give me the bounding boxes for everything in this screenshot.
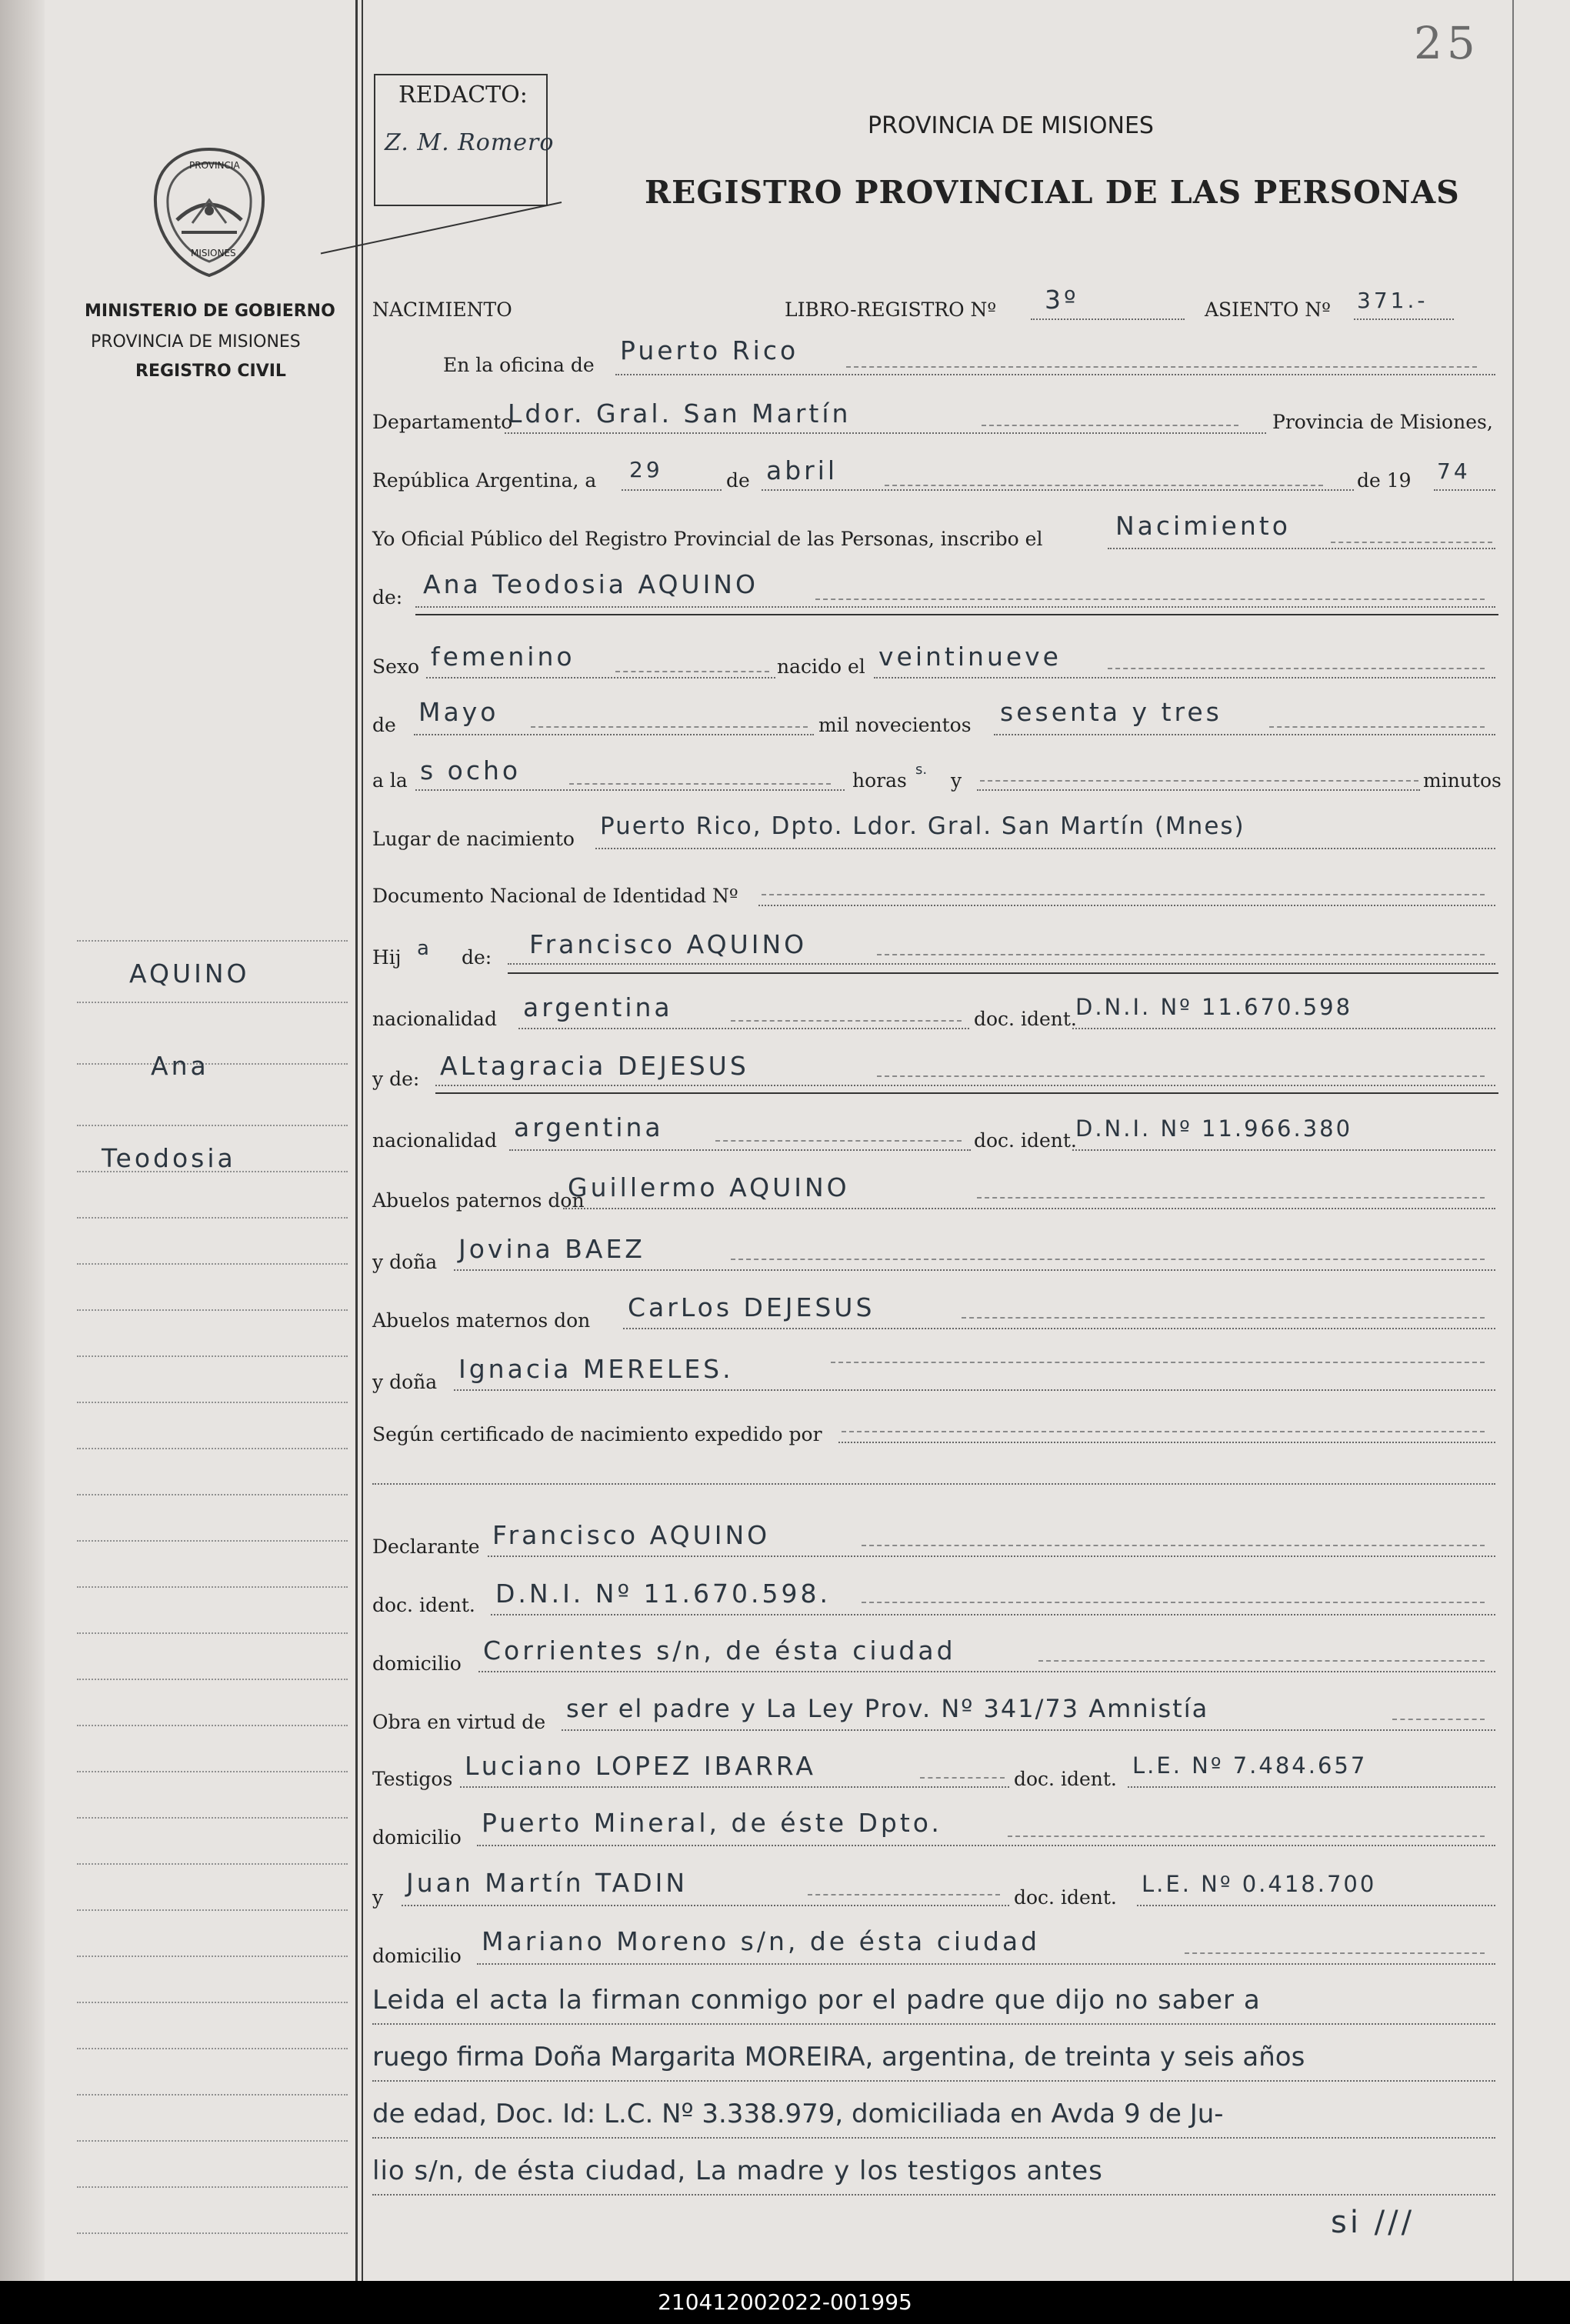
republica-label: República Argentina, a <box>372 469 597 492</box>
oficina-label: En la oficina de <box>443 354 595 376</box>
testigo2-domicilio-label: domicilio <box>372 1945 462 1967</box>
anio-value: 74 <box>1437 458 1471 484</box>
binding-shadow <box>0 0 45 2281</box>
sexo-value: femenino <box>431 642 575 672</box>
abuela-materna-value: Ignacia MERELES. <box>458 1354 734 1384</box>
madre-doc-value: D.N.I. Nº 11.966.380 <box>1075 1115 1353 1142</box>
yde-label: y de: <box>372 1068 420 1090</box>
margin-first-name: Ana <box>151 1051 209 1081</box>
hora-value: s ocho <box>420 755 522 785</box>
lugar-value: Puerto Rico, Dpto. Ldor. Gral. San Martín (Mnes) <box>600 812 1245 840</box>
y2-label: y <box>372 1886 384 1909</box>
padre-docident-label: doc. ident. <box>974 1008 1077 1030</box>
note-line-4: lio s/n, de ésta ciudad, La madre y los testigos antes <box>372 2156 1103 2186</box>
asiento-label: ASIENTO Nº <box>1205 298 1331 321</box>
documento-label: Documento Nacional de Identidad Nº <box>372 885 738 907</box>
hij-label: Hij <box>372 946 402 969</box>
note-line-2: ruego firma Doña Margarita MOREIRA, argentina, de treinta y seis años <box>372 2042 1305 2072</box>
page-number: 25 <box>1414 17 1480 69</box>
nacido-label: nacido el <box>777 655 865 678</box>
seal-top-text: PROVINCIA <box>189 160 240 171</box>
right-rule <box>1512 0 1514 2281</box>
horas-suffix: s. <box>915 762 928 778</box>
de-name-label: de: <box>372 586 403 609</box>
ministry-line-3: REGISTRO CIVIL <box>135 362 286 381</box>
abuela-paterna-value: Jovina BAEZ <box>458 1234 645 1264</box>
sexo-label: Sexo <box>372 655 420 678</box>
header-registry: REGISTRO PROVINCIAL DE LAS PERSONAS <box>645 174 1460 211</box>
obra-label: Obra en virtud de <box>372 1711 546 1733</box>
nacido-value: veintinueve <box>878 642 1062 672</box>
padre-value: Francisco AQUINO <box>529 929 808 959</box>
note-line-3: de edad, Doc. Id: L.C. Nº 3.338.979, domiciliada en Avda 9 de Ju- <box>372 2099 1224 2129</box>
lugar-label: Lugar de nacimiento <box>372 828 575 850</box>
yo-label: Yo Oficial Público del Registro Provincial de las Personas, inscribo el <box>372 528 1043 550</box>
segun-label: Según certificado de nacimiento expedido por <box>372 1423 822 1445</box>
anio-nac-value: sesenta y tres <box>1000 697 1222 727</box>
testigo2-value: Juan Martín TADIN <box>406 1868 688 1898</box>
testigos-label: Testigos <box>372 1768 453 1790</box>
hij-suffix: a <box>417 937 432 960</box>
asiento-value: 371.- <box>1357 288 1428 313</box>
margin-middle-name: Teodosia <box>102 1143 236 1173</box>
header-province: PROVINCIA DE MISIONES <box>868 112 1154 139</box>
abuelo-materno-value: CarLos DEJESUS <box>628 1292 875 1322</box>
testigo2-doc-value: L.E. Nº 0.418.700 <box>1142 1871 1377 1897</box>
margin-rule-inner <box>362 0 363 2281</box>
ala-label: a la <box>372 769 408 792</box>
redacto-box <box>374 74 555 206</box>
footer-id: 210412002022-001995 <box>0 2281 1570 2324</box>
mes-value: abril <box>766 455 838 485</box>
provincial-seal-icon <box>146 143 272 282</box>
hij-de-label: de: <box>462 946 492 969</box>
declarante-doc-value: D.N.I. Nº 11.670.598. <box>495 1579 831 1609</box>
nombre-value: Ana Teodosia AQUINO <box>423 569 758 599</box>
abuelos-paternos-label: Abuelos paternos don <box>372 1189 585 1212</box>
ministry-line-2: PROVINCIA DE MISIONES <box>91 332 301 352</box>
note-line-1: Leida el acta la firman conmigo por el padre que dijo no saber a <box>372 1985 1261 2016</box>
mes-nac-value: Mayo <box>418 697 499 727</box>
testigo1-value: Luciano LOPEZ IBARRA <box>465 1751 816 1781</box>
seal-bottom-text: MISIONES <box>191 248 236 258</box>
continues-mark: si /// <box>1331 2205 1415 2240</box>
testigo2-domicilio-value: Mariano Moreno s/n, de ésta ciudad <box>482 1926 1041 1956</box>
testigo1-domicilio-label: domicilio <box>372 1826 462 1849</box>
departamento-label: Departamento <box>372 411 513 433</box>
madre-nac-label: nacionalidad <box>372 1129 497 1152</box>
anio-prefix: de 19 <box>1357 469 1412 492</box>
testigo2-docident-label: doc. ident. <box>1014 1886 1117 1909</box>
name-underline <box>415 614 1498 615</box>
decl-domicilio-label: domicilio <box>372 1652 462 1675</box>
redacto-signature: Z. M. Romero <box>385 129 555 156</box>
horas-label: horas <box>852 769 907 792</box>
abuela-paterna-label: y doña <box>372 1251 438 1273</box>
minutos-label: minutos <box>1423 769 1502 792</box>
y-label: y <box>951 769 962 792</box>
testigo1-domicilio-value: Puerto Mineral, de éste Dpto. <box>482 1808 942 1838</box>
departamento-value: Ldor. Gral. San Martín <box>508 398 852 428</box>
obra-value: ser el padre y La Ley Prov. Nº 341/73 Amnistía <box>566 1694 1209 1723</box>
abuela-materna-label: y doña <box>372 1371 438 1393</box>
ministry-line-1: MINISTERIO DE GOBIERNO <box>85 302 335 321</box>
provincia-suffix: Provincia de Misiones, <box>1272 411 1493 433</box>
libro-value: 3º <box>1045 285 1079 315</box>
redacto-label: REDACTO: <box>398 82 528 108</box>
record-type-label: NACIMIENTO <box>372 298 512 321</box>
testigo1-docident-label: doc. ident. <box>1014 1768 1117 1790</box>
declarante-domicilio-value: Corrientes s/n, de ésta ciudad <box>483 1635 956 1665</box>
madre-value: ALtagracia DEJESUS <box>440 1051 749 1081</box>
mil-label: mil novecientos <box>818 714 972 736</box>
decl-docident-label: doc. ident. <box>372 1594 475 1616</box>
testigo1-doc-value: L.E. Nº 7.484.657 <box>1132 1752 1368 1779</box>
declarante-value: Francisco AQUINO <box>492 1520 771 1550</box>
padre-nac-value: argentina <box>523 992 673 1022</box>
madre-nac-value: argentina <box>514 1112 664 1142</box>
margin-surname: AQUINO <box>129 959 250 989</box>
madre-docident-label: doc. ident. <box>974 1129 1077 1152</box>
madre-underline <box>435 1092 1498 1094</box>
de-mes-label: de <box>372 714 396 736</box>
abuelos-maternos-label: Abuelos maternos don <box>372 1309 591 1332</box>
dia-value: 29 <box>629 457 663 482</box>
margin-rule <box>355 0 358 2281</box>
de-label: de <box>726 469 750 492</box>
padre-underline <box>508 972 1498 974</box>
inscribo-value: Nacimiento <box>1115 511 1291 541</box>
padre-doc-value: D.N.I. Nº 11.670.598 <box>1075 994 1353 1020</box>
declarante-label: Declarante <box>372 1535 480 1558</box>
abuelo-paterno-value: Guillermo AQUINO <box>568 1172 850 1202</box>
oficina-value: Puerto Rico <box>620 335 799 365</box>
padre-nac-label: nacionalidad <box>372 1008 497 1030</box>
libro-label: LIBRO-REGISTRO Nº <box>785 298 997 321</box>
